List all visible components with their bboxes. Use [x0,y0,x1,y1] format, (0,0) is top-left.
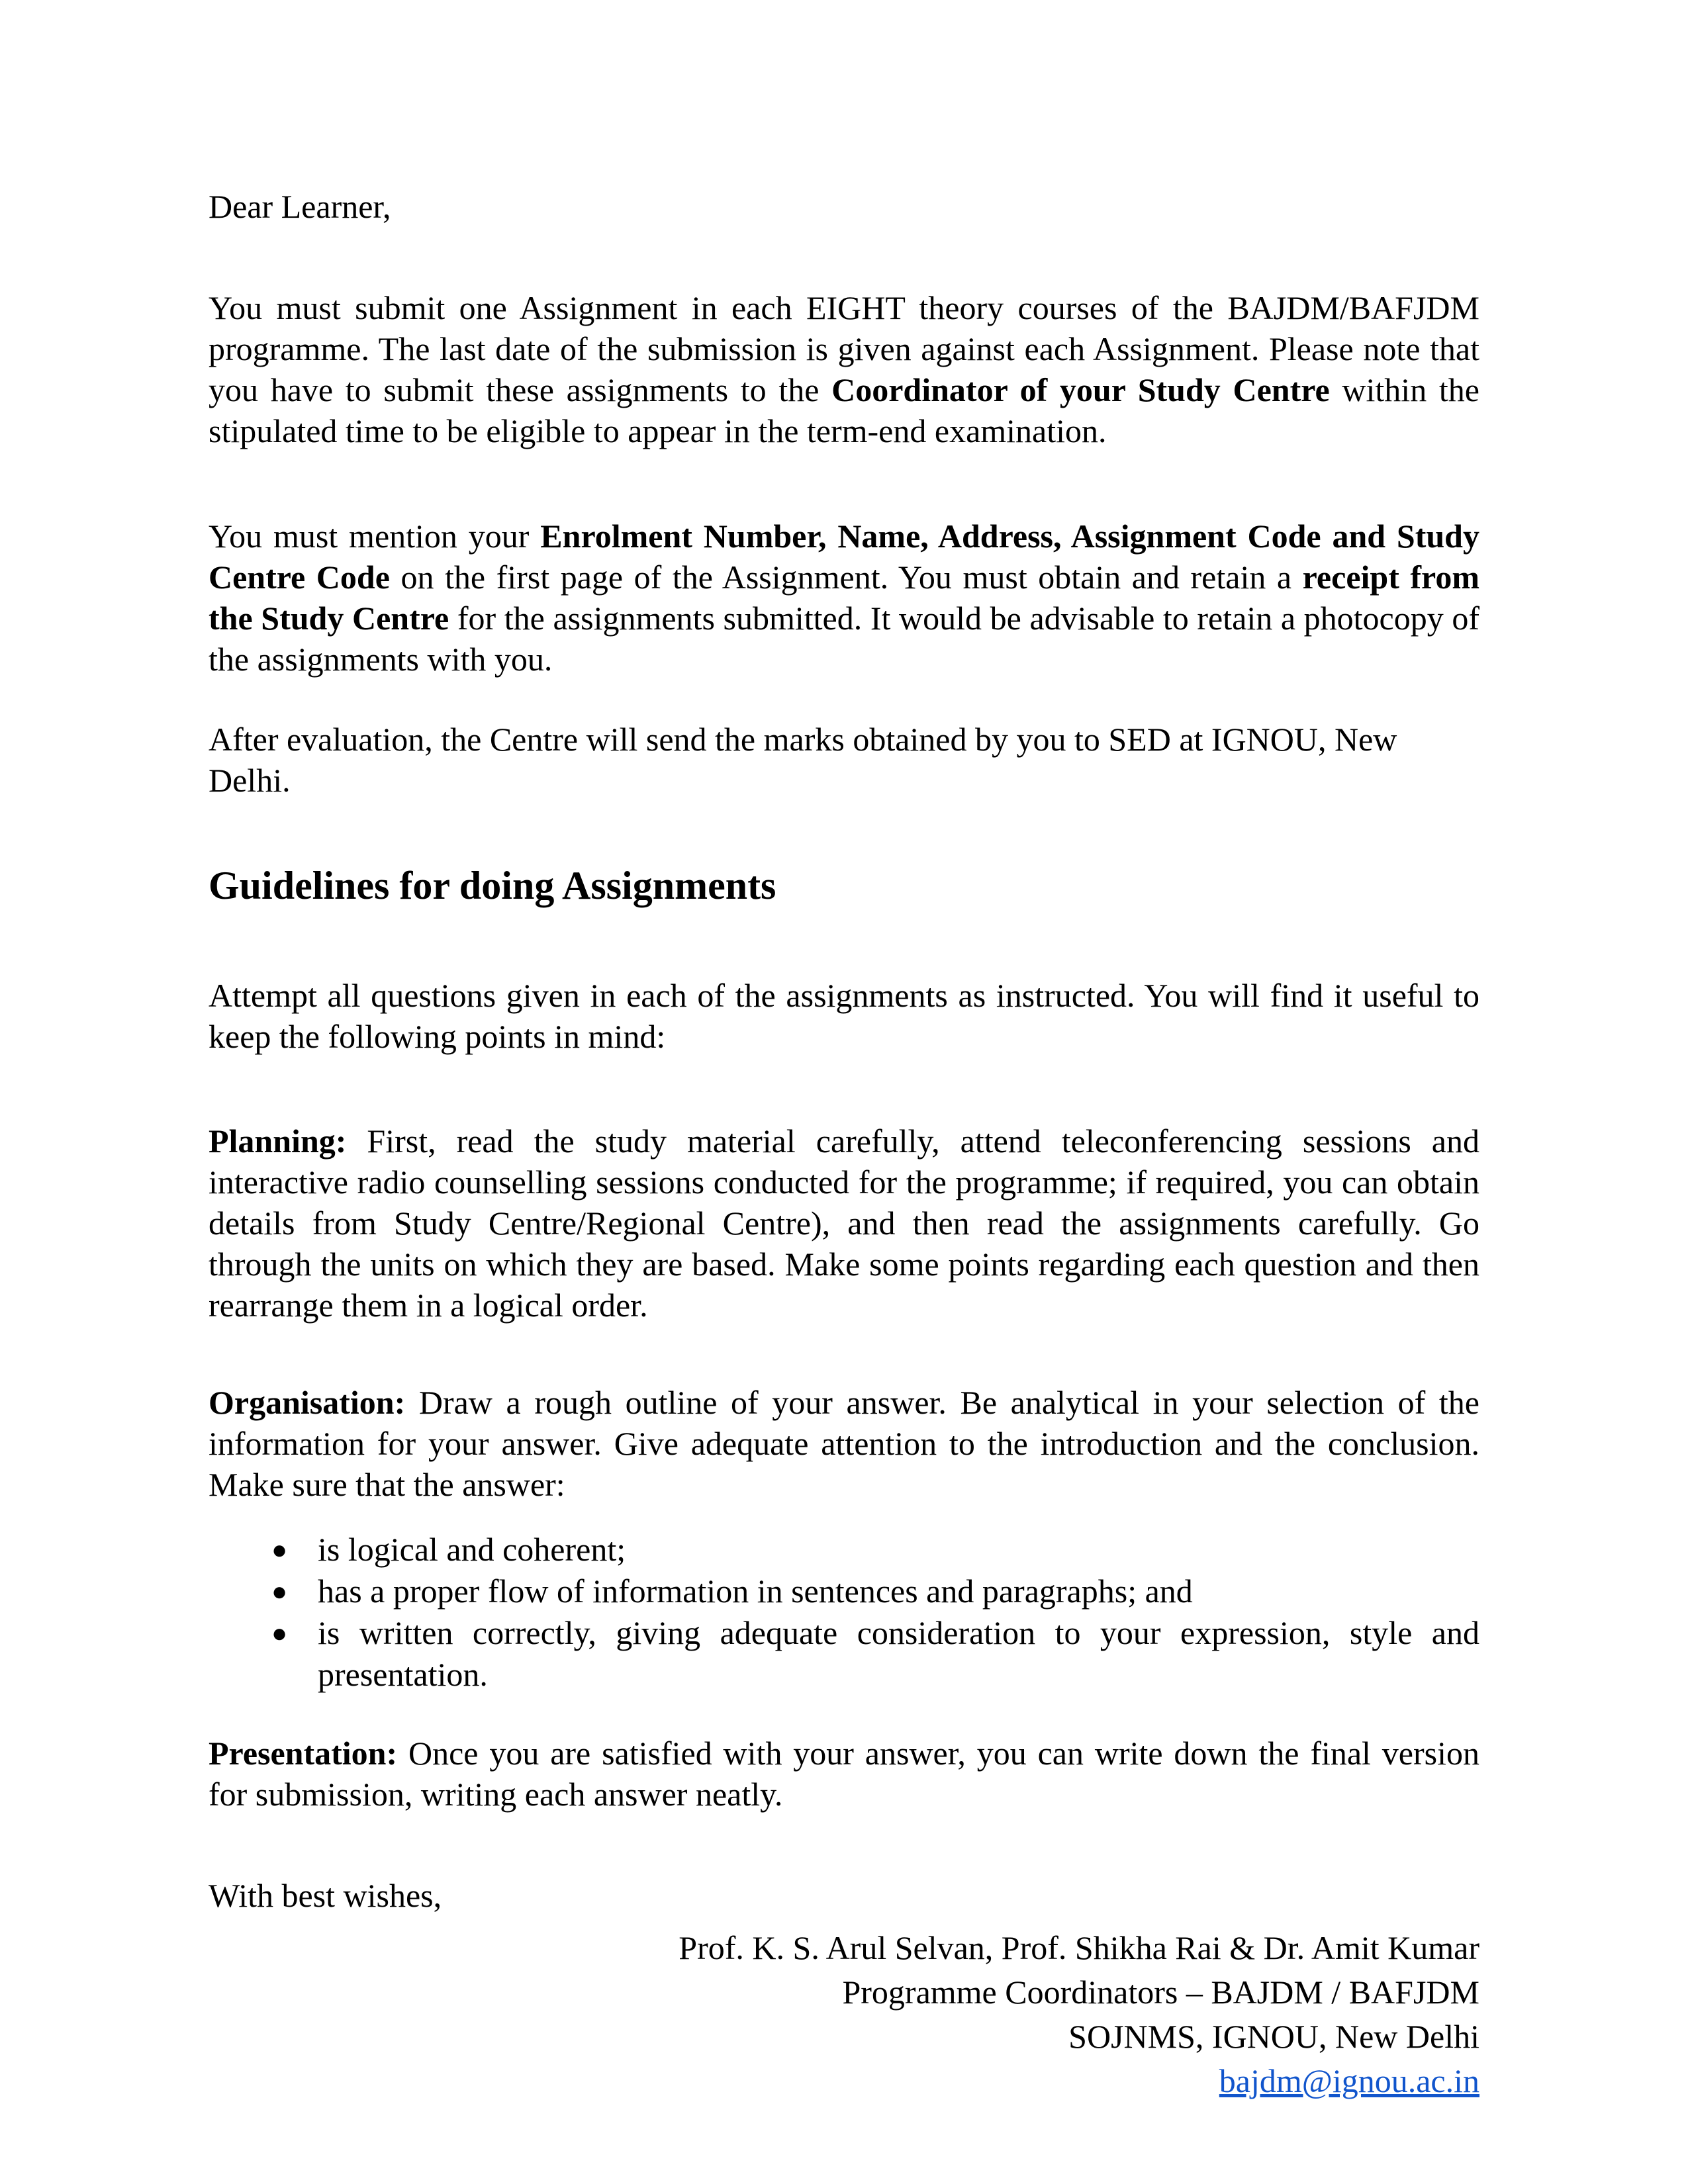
closing-salutation: With best wishes, [209,1877,442,1914]
after-evaluation-note: After evaluation, the Centre will send the marks obtained by you to SED at IGNOU, New Delhi. [209,721,1397,799]
institution-line: SOJNMS, IGNOU, New Delhi [1068,2018,1479,2055]
planning-paragraph: Planning: First, read the study material carefully, attend teleconferencing sessions and interactive radio counselling sessions conducted for the programme; if required, you can obtain details from Study Centre/Regional Centre), and then read the assignments carefully. Go through the units on which they are based. Make some points regarding each question and then rearrange them in a logical order. [209,1122,1479,1324]
answer-checklist [209,1529,1479,1696]
salutation: Dear Learner, [209,188,391,225]
coordinator-names: Prof. K. S. Arul Selvan, Prof. Shikha Rai & Dr. Amit Kumar [679,1929,1479,1966]
submission-details-paragraph: You must mention your Enrolment Number, Name, Address, Assignment Code and Study Centre Code on the first page of the Assignment. You must obtain and retain a receipt from the Study Centre for the assignments submitted. It would be advisable to retain a photocopy of the assignments with you. [209,518,1480,678]
list-item: ● has a proper flow of information in sentences and paragraphs; and [318,1570,1479,1612]
attempt-instructions: Attempt all questions given in each of the assignments as instructed. You will find it useful to keep the following points in mind: [209,977,1479,1055]
organisation-paragraph: Organisation: Draw a rough outline of your answer. Be analytical in your selection of the information for your answer. Give adequate attention to the introduction and the conclusion. Make sure that the answer: [209,1384,1479,1503]
guidelines-heading: Guidelines for doing Assignments [209,864,776,907]
email-link[interactable]: bajdm@ignou.ac.in [1219,2062,1479,2099]
coordinator-title: Programme Coordinators – BAJDM / BAFJDM [842,1974,1479,2011]
presentation-paragraph: Presentation: Once you are satisfied with your answer, you can write down the final version for submission, writing each answer neatly. [209,1735,1479,1813]
list-item: ● is logical and coherent; [318,1529,1479,1570]
signature-block [209,1926,1479,2103]
list-item: ● is written correctly, giving adequate consideration to your expression, style and presentation. [318,1612,1479,1696]
intro-paragraph: You must submit one Assignment in each EIGHT theory courses of the BAJDM/BAFJDM programme. The last date of the submission is given against each Assignment. Please note that you have to submit these assignments to the Coordinator of your Study Centre within the stipulated time to be eligible to appear in the term-end examination. [209,289,1479,449]
email-line [209,2059,1479,2103]
